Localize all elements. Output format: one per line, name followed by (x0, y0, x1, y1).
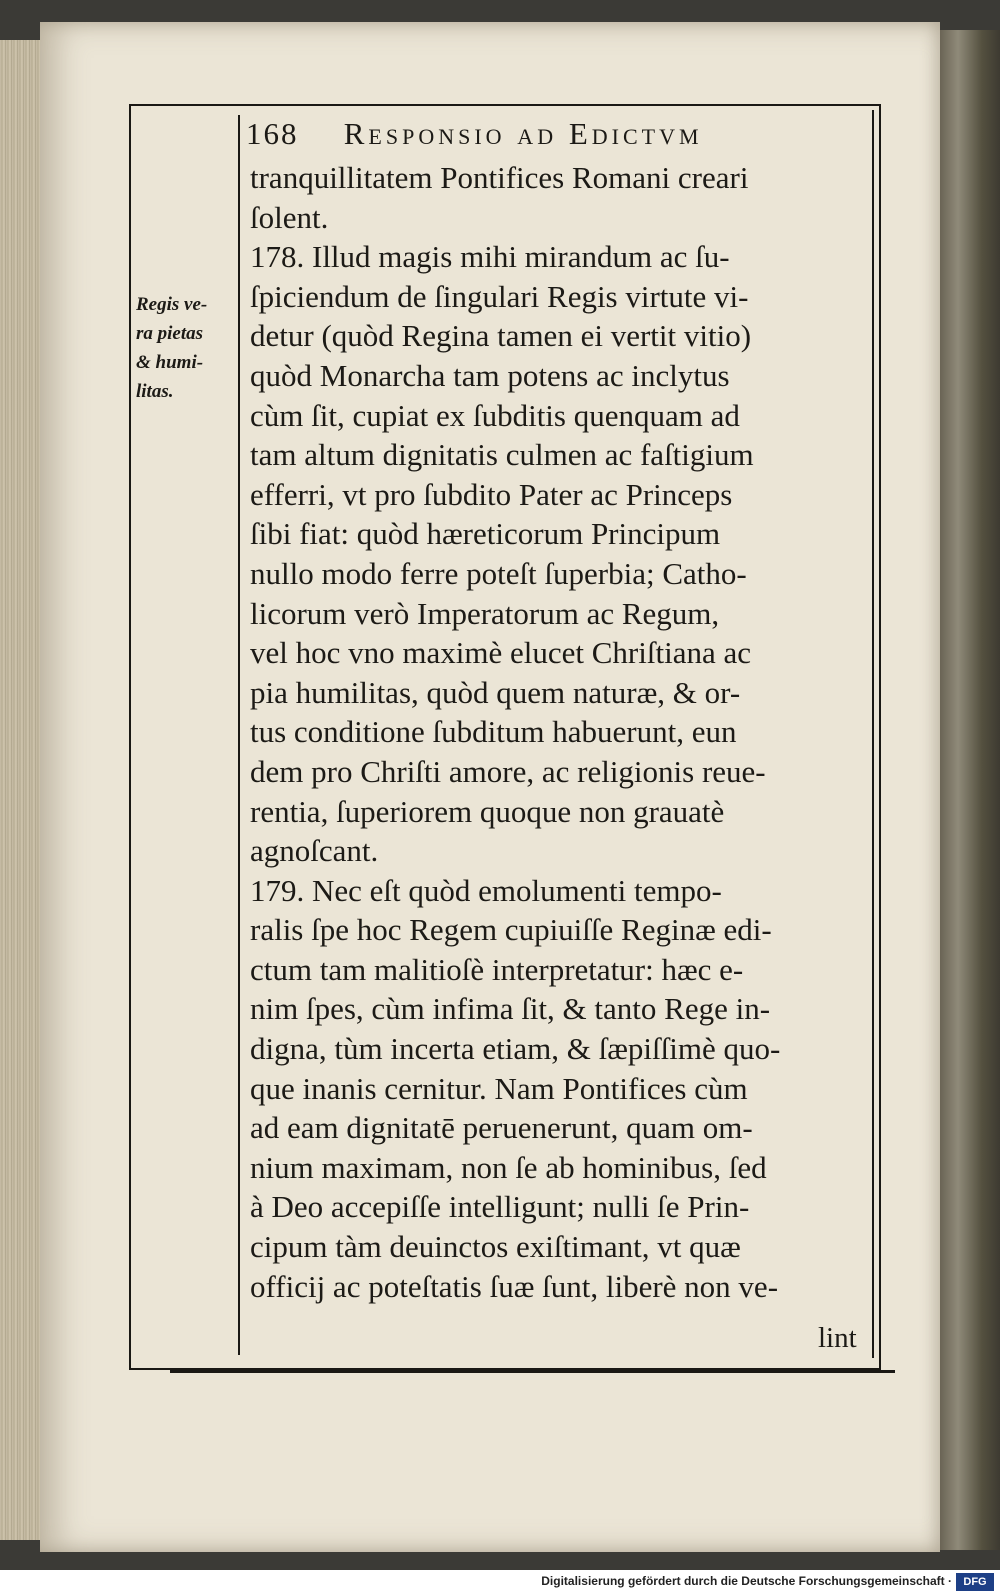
text-line: ſibi fiat: quòd hæreticorum Principum (250, 516, 721, 552)
text-line: tranquillitatem Pontifices Romani creari (250, 160, 749, 195)
running-header (246, 116, 868, 156)
text-line: licorum verò Imperatorum ac Regum, (250, 595, 720, 631)
text-line: dem pro Chriſti amore, ac religionis reue- (250, 753, 766, 789)
text-line: nim ſpes, cùm infima ſit, & tanto Rege in- (250, 991, 771, 1027)
text-line: tam altum dignitatis culmen ac faſtigium (250, 437, 754, 473)
text-line: vel hoc vno maximè elucet Chriſtiana ac (250, 635, 751, 671)
right-rule (872, 110, 874, 1358)
text-line: pia humilitas, quòd quem naturæ, & or- (250, 674, 741, 710)
text-line: 179. Nec eſt quòd emolumenti tempo- (250, 872, 722, 908)
marginal-note (136, 290, 236, 406)
body-text (250, 158, 870, 1306)
text-line: digna, tùm incerta etiam, & ſæpiſſimè quo- (250, 1031, 781, 1067)
marginal-note-line: ra pietas (136, 323, 204, 344)
text-line: nium maximam, non ſe ab hominibus, ſed (250, 1149, 767, 1185)
digitization-footer (0, 1570, 1000, 1595)
text-line: 178. Illud magis mihi mirandum ac ſu- (250, 239, 730, 275)
text-line: rentia, ſuperiorem quoque non grauatè (250, 793, 725, 829)
text-line: ad eam dignitatē peruenerunt, quam om- (250, 1110, 753, 1146)
dfg-logo[interactable]: DFG (956, 1573, 994, 1591)
text-line: efferri, vt pro ſubdito Pater ac Princeps (250, 476, 733, 512)
text-line: ſpiciendum de ſingulari Regis virtute vi- (250, 278, 749, 314)
text-line: cipum tàm deuinctos exiſtimant, vt quæ (250, 1229, 741, 1265)
text-line: ralis ſpe hoc Regem cupiuiſſe Reginæ edi- (250, 912, 772, 948)
text-line: agnoſcant. (250, 833, 379, 869)
text-line: tus conditione ſubditum habuerunt, eun (250, 714, 737, 750)
marginal-note-line: litas. (136, 381, 174, 402)
text-line: ctum tam malitioſè interpretatur: hæc e- (250, 951, 744, 987)
text-line: nullo modo ferre poteſt ſuperbia; Catho- (250, 555, 747, 591)
text-line: cùm ſit, cupiat ex ſubditis quenquam ad (250, 397, 740, 433)
text-line: quòd Monarcha tam potens ac inclytus (250, 357, 730, 393)
text-line: que inanis cernitur. Nam Pontifices cùm (250, 1070, 748, 1106)
page-number: 168 (246, 116, 299, 151)
text-line: officij ac poteſtatis ſuæ ſunt, liberè non ve- (250, 1268, 779, 1304)
bottom-rule (170, 1370, 895, 1373)
binding-edge (940, 30, 1000, 1550)
marginal-note-line: & humi- (136, 352, 204, 373)
funding-credit: Digitalisierung gefördert durch die Deutsche Forschungsgemeinschaft · (541, 1574, 952, 1588)
catchword: lint (818, 1322, 857, 1354)
running-title: Responsio ad Edictvm (343, 116, 703, 151)
marginal-note-line: Regis ve- (136, 294, 208, 315)
text-line: ſolent. (250, 199, 329, 235)
text-line: à Deo accepiſſe intelligunt; nulli ſe Prin- (250, 1189, 750, 1225)
margin-rule (238, 115, 240, 1355)
text-line: detur (quòd Regina tamen ei vertit vitio) (250, 318, 752, 354)
